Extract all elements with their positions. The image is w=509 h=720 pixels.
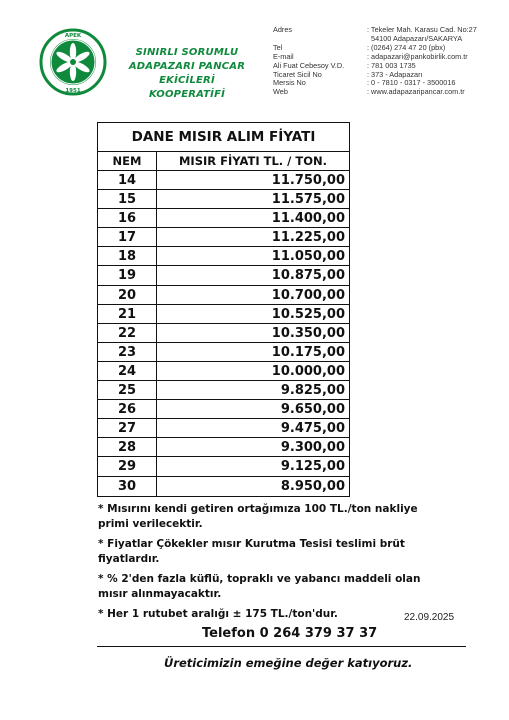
note-item: * Fiyatlar Çökekler mısır Kurutma Tesisi teslimi brüt fiyatlardır. [98,538,405,565]
price-cell: 11.050,00 [271,249,345,265]
nem-cell: 22 [98,324,157,342]
nem-cell: 15 [98,190,157,208]
table-row [98,305,349,324]
nem-cell: 26 [98,400,157,418]
price-cell: 9.825,00 [280,383,345,399]
contact-key: Tel [273,42,283,52]
svg-text:1951: 1951 [65,88,81,94]
table-row [98,419,349,438]
price-cell: 10.175,00 [271,344,345,360]
price-cell: 11.750,00 [271,173,345,188]
svg-text:APEK: APEK [64,33,82,39]
col-header-price: MISIR FİYATI TL. / TON. [178,154,327,168]
table-row [98,190,349,209]
nem-cell: 14 [98,171,157,189]
note-item: * Her 1 rutubet aralığı ± 175 TL./ton'dur. [98,608,338,620]
table-row [98,266,349,285]
contact-key: Mersis No [273,78,306,88]
cooperative-name-line-3: KOOPERATİFİ [148,89,226,100]
contact-value: : Tekeler Mah. Karasu Cad. No:27 54100 Adapazarı/SAKARYA [367,25,477,43]
cooperative-name-line-2: ADAPAZARI PANCAR EKİCİLERİ [128,61,246,86]
table-row [98,438,349,457]
table-row [98,343,349,362]
contact-value: : 373 - Adapazarı [367,69,423,79]
price-cell: 9.650,00 [280,402,345,418]
cooperative-name-line-1: SINIRLI SORUMLU [135,47,239,58]
contact-row-address [273,26,503,44]
contact-key: E-mail [273,51,294,61]
contact-row-web [273,88,503,97]
nem-cell: 29 [98,457,157,475]
notes [98,502,438,628]
table-row [98,286,349,305]
cooperative-logo [39,28,107,96]
note-item: * % 2'den fazla küflü, topraklı ve yabancı maddeli olan mısır alınmayacaktır. [98,573,421,600]
nem-cell: 19 [98,266,157,284]
table-row [98,209,349,228]
price-cell: 9.475,00 [280,421,345,437]
price-cell: 11.225,00 [271,230,345,246]
nem-cell: 17 [98,228,157,246]
contact-info [273,26,503,97]
price-cell: 9.300,00 [280,440,345,456]
corn-price-table [97,122,350,497]
price-cell: 10.875,00 [271,268,345,284]
price-cell: 10.350,00 [271,325,345,341]
table-row [98,477,349,496]
contact-key: Ticaret Sicil No [273,69,322,79]
nem-cell: 24 [98,362,157,380]
col-header-nem: NEM [98,152,157,170]
contact-value: : adapazari@pankobirlik.com.tr [367,51,468,61]
nem-cell: 23 [98,343,157,361]
nem-cell: 30 [98,477,157,496]
contact-key: Ali Fuat Cebesoy V.D. [273,60,345,70]
nem-cell: 20 [98,286,157,304]
cooperative-name [112,46,262,102]
price-cell: 9.125,00 [280,459,345,475]
nem-cell: 18 [98,247,157,265]
table-row [98,171,349,190]
contact-value: : 0 - 7810 - 0317 - 3500016 [367,78,456,88]
slogan: Üreticimizin emeğine değer katıyoruz. [164,656,413,670]
price-cell: 8.950,00 [280,478,345,494]
table-row [98,324,349,343]
contact-value: : (0264) 274 47 20 (pbx) [367,42,446,52]
table-row [98,228,349,247]
divider [97,646,466,647]
price-cell: 10.700,00 [271,287,345,303]
table-row [98,381,349,400]
table-row [98,362,349,381]
price-cell: 11.575,00 [271,192,345,208]
table-title: DANE MISIR ALIM FİYATI [98,123,349,152]
note-item: * Mısırını kendi getiren ortağımıza 100 TL./ton nakliye primi verilecektir. [98,503,418,530]
nem-cell: 28 [98,438,157,456]
nem-cell: 27 [98,419,157,437]
table-row [98,457,349,476]
document-date: 22.09.2025 [404,612,455,623]
contact-value: : www.adapazaripancar.com.tr [367,87,465,97]
table-body [98,171,349,496]
contact-key: Adres [273,25,293,34]
price-cell: 10.525,00 [271,306,345,322]
nem-cell: 25 [98,381,157,399]
contact-value: : 781 003 1735 [367,60,416,70]
table-row [98,247,349,266]
contact-key: Web [273,87,288,97]
price-cell: 11.400,00 [271,211,345,227]
table-header-row [98,152,349,171]
table-row [98,400,349,419]
price-cell: 10.000,00 [271,363,345,379]
nem-cell: 16 [98,209,157,227]
nem-cell: 21 [98,305,157,323]
phone-number: Telefon 0 264 379 37 37 [202,626,378,641]
